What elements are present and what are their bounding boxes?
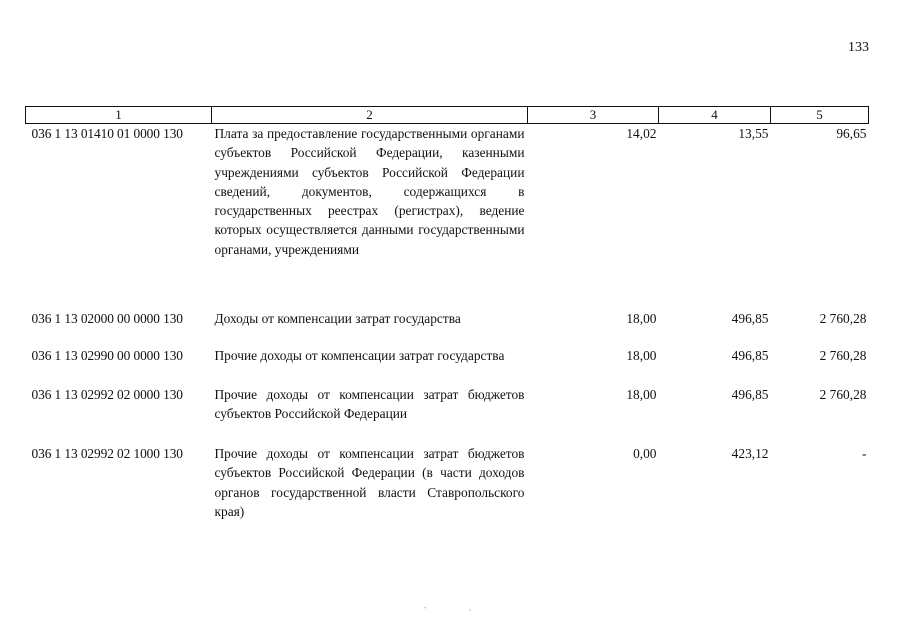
value-col-4: 496,85 — [731, 387, 769, 402]
table-row — [26, 309, 869, 346]
header-col-2: 2 — [212, 107, 528, 124]
income-name: Плата за предоставление государственными органами субъектов Российской Федерации, казенными учреждениями субъектов Российской Федерации сведений, документов, содержащихся в государственных реестрах (регистрах), ведение которых осуществляется данными государственными органами, учреждениями — [214, 126, 525, 257]
value-col-3: 14,02 — [626, 126, 657, 141]
value-col-3: 18,00 — [626, 387, 657, 402]
budget-code: 036 1 13 01410 01 0000 130 — [31, 126, 183, 141]
value-col-3: 0,00 — [633, 446, 657, 461]
value-col-3: 18,00 — [626, 348, 657, 363]
value-col-4: 496,85 — [731, 311, 769, 326]
budget-code: 036 1 13 02000 00 0000 130 — [31, 311, 183, 326]
header-col-5: 5 — [771, 107, 869, 124]
value-col-4: 423,12 — [731, 446, 769, 461]
value-col-5: - — [862, 446, 867, 461]
table-row — [26, 444, 869, 524]
header-col-4: 4 — [659, 107, 771, 124]
income-name: Доходы от компенсации затрат государства — [214, 311, 461, 326]
value-col-5: 96,65 — [836, 126, 867, 141]
table-header — [26, 107, 869, 124]
table-body — [26, 124, 869, 525]
value-col-5: 2 760,28 — [819, 387, 867, 402]
table-row — [26, 385, 869, 444]
value-col-3: 18,00 — [626, 311, 657, 326]
page-number: 133 — [848, 40, 869, 55]
table-row — [26, 124, 869, 310]
income-name: Прочие доходы от компенсации затрат бюджетов субъектов Российской Федерации — [214, 387, 525, 422]
table-row — [26, 346, 869, 385]
income-name: Прочие доходы от компенсации затрат бюджетов субъектов Российской Федерации (в части доходов органов государственной власти Ставропольского края) — [214, 446, 525, 519]
income-name: Прочие доходы от компенсации затрат государства — [214, 348, 505, 363]
budget-code: 036 1 13 02992 02 1000 130 — [31, 446, 183, 461]
value-col-4: 496,85 — [731, 348, 769, 363]
budget-code: 036 1 13 02990 00 0000 130 — [31, 348, 183, 363]
budget-code: 036 1 13 02992 02 0000 130 — [31, 387, 183, 402]
header-col-1: 1 — [26, 107, 212, 124]
header-row — [26, 107, 869, 124]
header-col-3: 3 — [528, 107, 659, 124]
value-col-4: 13,55 — [738, 126, 769, 141]
value-col-5: 2 760,28 — [819, 311, 867, 326]
revenue-table — [25, 106, 869, 524]
value-col-5: 2 760,28 — [819, 348, 867, 363]
scan-artifact-mark: ` · — [424, 606, 492, 615]
